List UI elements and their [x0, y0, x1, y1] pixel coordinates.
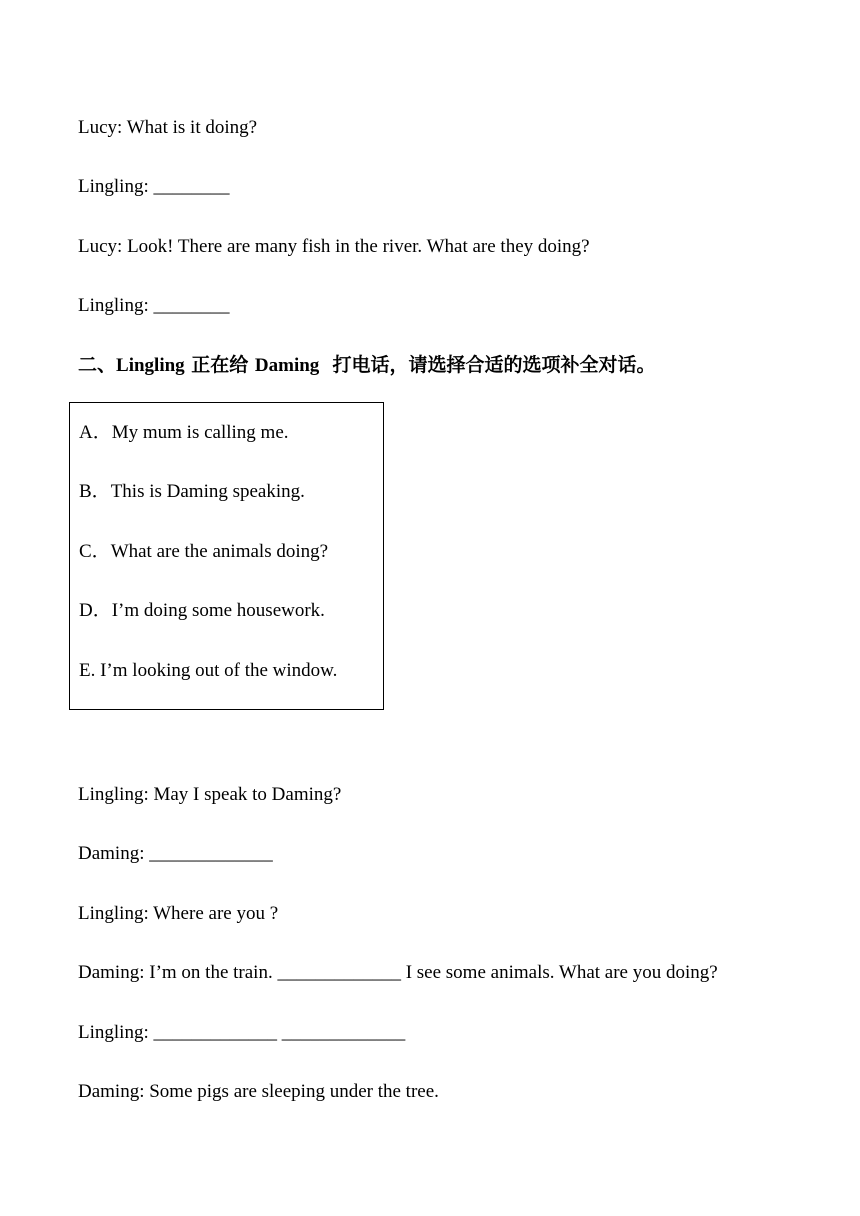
- option-text: E. I’m looking out of the window.: [79, 660, 338, 681]
- phone-dialogue-line-2: Daming: _____________: [78, 843, 273, 864]
- phone-dialogue-line-4: Daming: I’m on the train. _____________ I see some animals. What are you doing?: [78, 962, 718, 983]
- dialogue-line-2: Lingling: ________: [78, 176, 230, 197]
- dialogue-line-3: Lucy: Look! There are many fish in the river. What are they doing?: [78, 236, 590, 257]
- dialogue-line-1: Lucy: What is it doing?: [78, 117, 258, 138]
- option-text: I’m doing some housework.: [111, 600, 325, 621]
- phone-dialogue-line-1: Lingling: May I speak to Daming?: [78, 784, 342, 805]
- option-letter: A．: [79, 422, 112, 443]
- section-heading: [78, 353, 656, 378]
- phone-dialogue-line-3: Lingling: Where are you ?: [78, 903, 279, 924]
- heading-name-daming: Daming: [254, 355, 320, 376]
- option-letter: B．: [79, 481, 111, 502]
- option-a: [79, 421, 289, 445]
- option-b: [79, 480, 305, 504]
- option-text: What are the animals doing?: [110, 541, 329, 562]
- phone-dialogue-line-6: Daming: Some pigs are sleeping under the tree.: [78, 1081, 439, 1102]
- option-d: [79, 599, 325, 623]
- options-box: [69, 402, 384, 710]
- option-text: This is Daming speaking.: [110, 481, 305, 502]
- dialogue-line-4: Lingling: ________: [78, 295, 230, 316]
- option-letter: D．: [79, 600, 112, 621]
- option-letter: C．: [79, 541, 111, 562]
- option-text: My mum is calling me.: [111, 422, 289, 443]
- option-e: [79, 659, 337, 683]
- phone-dialogue-line-5: Lingling: _____________ _____________: [78, 1022, 406, 1043]
- heading-mid: 正在给: [184, 354, 255, 376]
- option-c: [79, 540, 328, 564]
- heading-suffix: 打电话，请选择合适的选项补全对话。: [319, 354, 656, 376]
- heading-prefix: 二、: [78, 354, 117, 376]
- heading-name-lingling: Lingling: [116, 355, 185, 376]
